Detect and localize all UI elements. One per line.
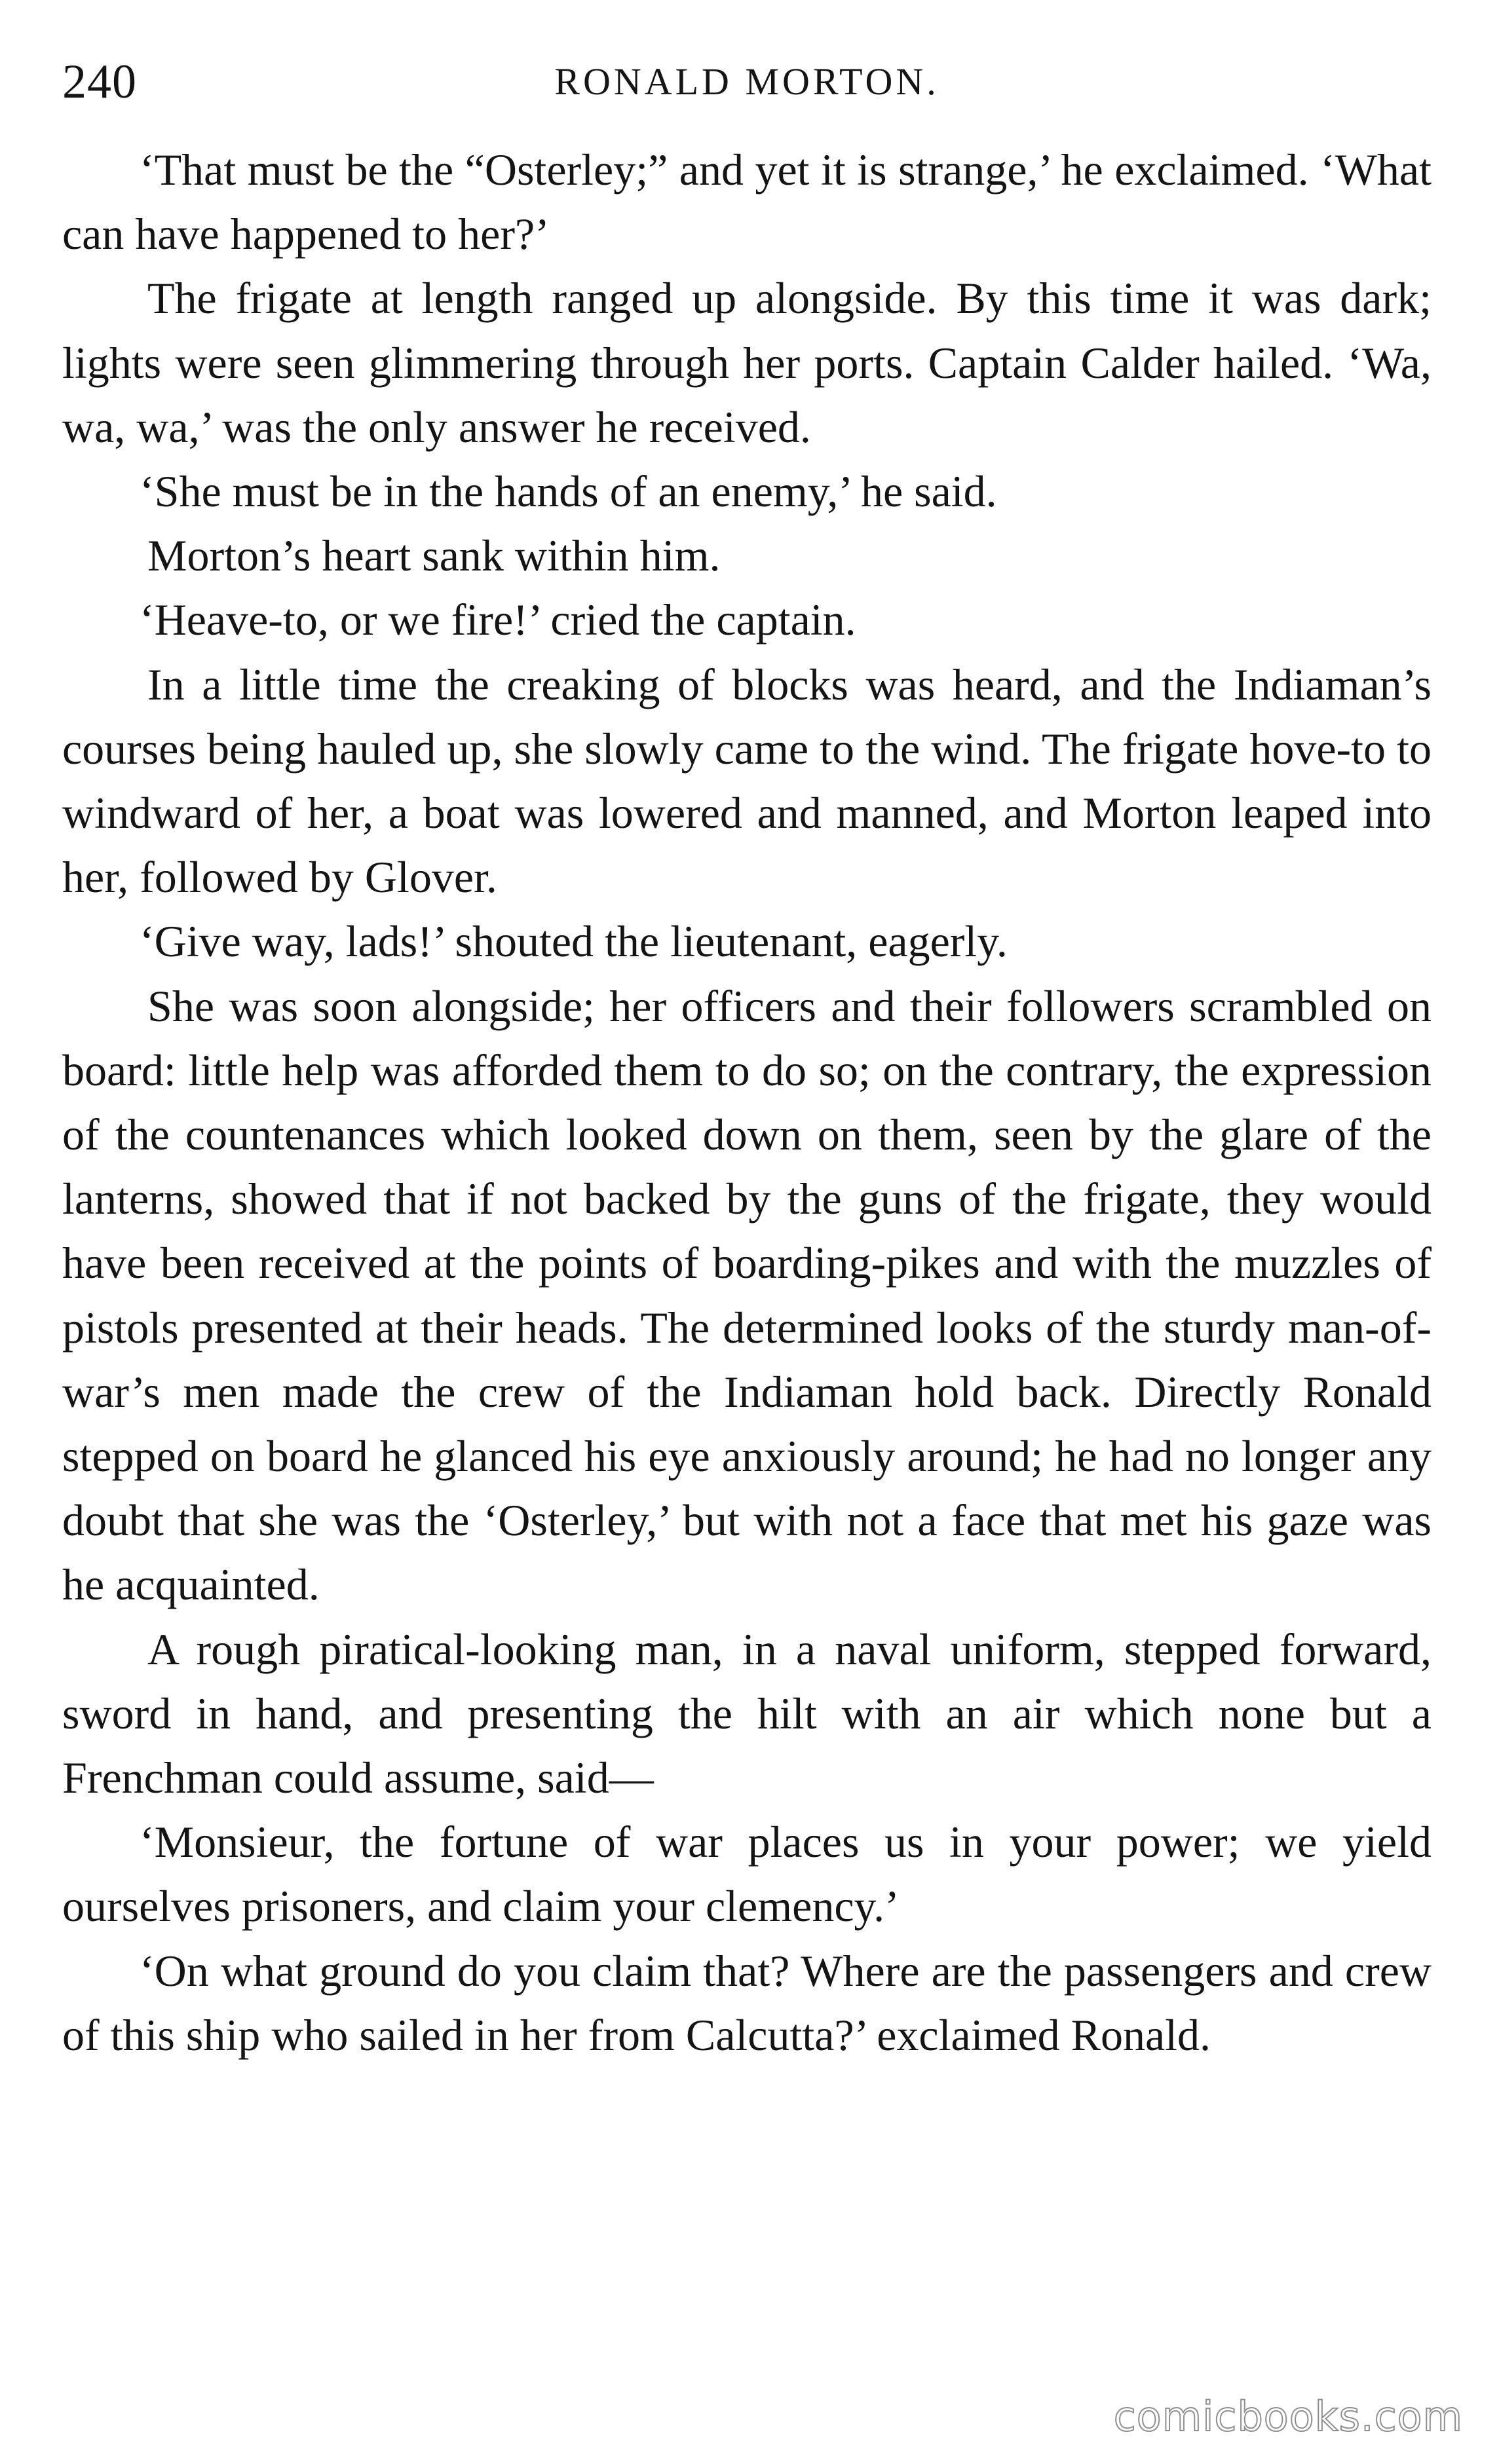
paragraph: In a little time the creaking of blocks was heard, and the Indiaman’s courses being hauled up, she slowly came to the wind. The frigate hove-to to windward of her, a boat was lowered and manned, and Morton leaped into her, followed by Glover. <box>62 659 1432 903</box>
paragraph: ‘On what ground do you claim that? Where are the passengers and crew of this ship who sailed in her from Calcutta?’ exclaimed Ronald. <box>62 1945 1432 2060</box>
page-number: 240 <box>62 55 137 109</box>
running-title: RONALD MORTON. <box>554 60 939 103</box>
page-header <box>62 46 1432 118</box>
paragraph: ‘She must be in the hands of an enemy,’ he said. <box>140 466 997 517</box>
paragraph: She was soon alongside; her officers and their followers scrambled on board: little help was afforded them to do so; on the contrary, the expression of the countenances which looked down on them, seen by the glare of the lanterns, showed that if not backed by the guns of the frigate, they would have been received at the points of boarding-pikes and with the muzzles of pistols presented at their heads. The determined looks of the sturdy man-of-war’s men made the crew of the Indiaman hold back. Directly Ronald stepped on board he glanced his eye anxiously around; he had no longer any doubt that she was the ‘Osterley,’ but with not a face that met his gaze was he acquainted. <box>62 980 1432 1610</box>
paragraph: ‘Give way, lads!’ shouted the lieutenant, eagerly. <box>140 916 1008 967</box>
paragraph: ‘Monsieur, the fortune of war places us in your power; we yield ourselves prisoners, and claim your clemency.’ <box>62 1817 1432 1932</box>
paragraph: The frigate at length ranged up alongside. By this time it was dark; lights were seen glimmering through her ports. Captain Calder hailed. ‘Wa, wa, wa,’ was the only answer he received. <box>62 273 1432 452</box>
paragraph: Morton’s heart sank within him. <box>147 531 721 581</box>
paragraph: A rough piratical-looking man, in a naval uniform, stepped forward, sword in hand, and presenting the hilt with an air which none but a Frenchman could assume, said— <box>62 1624 1432 1803</box>
site-watermark: comicbooks.com <box>1113 2393 1463 2440</box>
paragraph: ‘Heave-to, or we fire!’ cried the captain. <box>140 595 856 645</box>
page-text <box>62 138 1432 2067</box>
paragraph: ‘That must be the “Osterley;” and yet it is strange,’ he exclaimed. ‘What can have happened to her?’ <box>62 145 1432 259</box>
